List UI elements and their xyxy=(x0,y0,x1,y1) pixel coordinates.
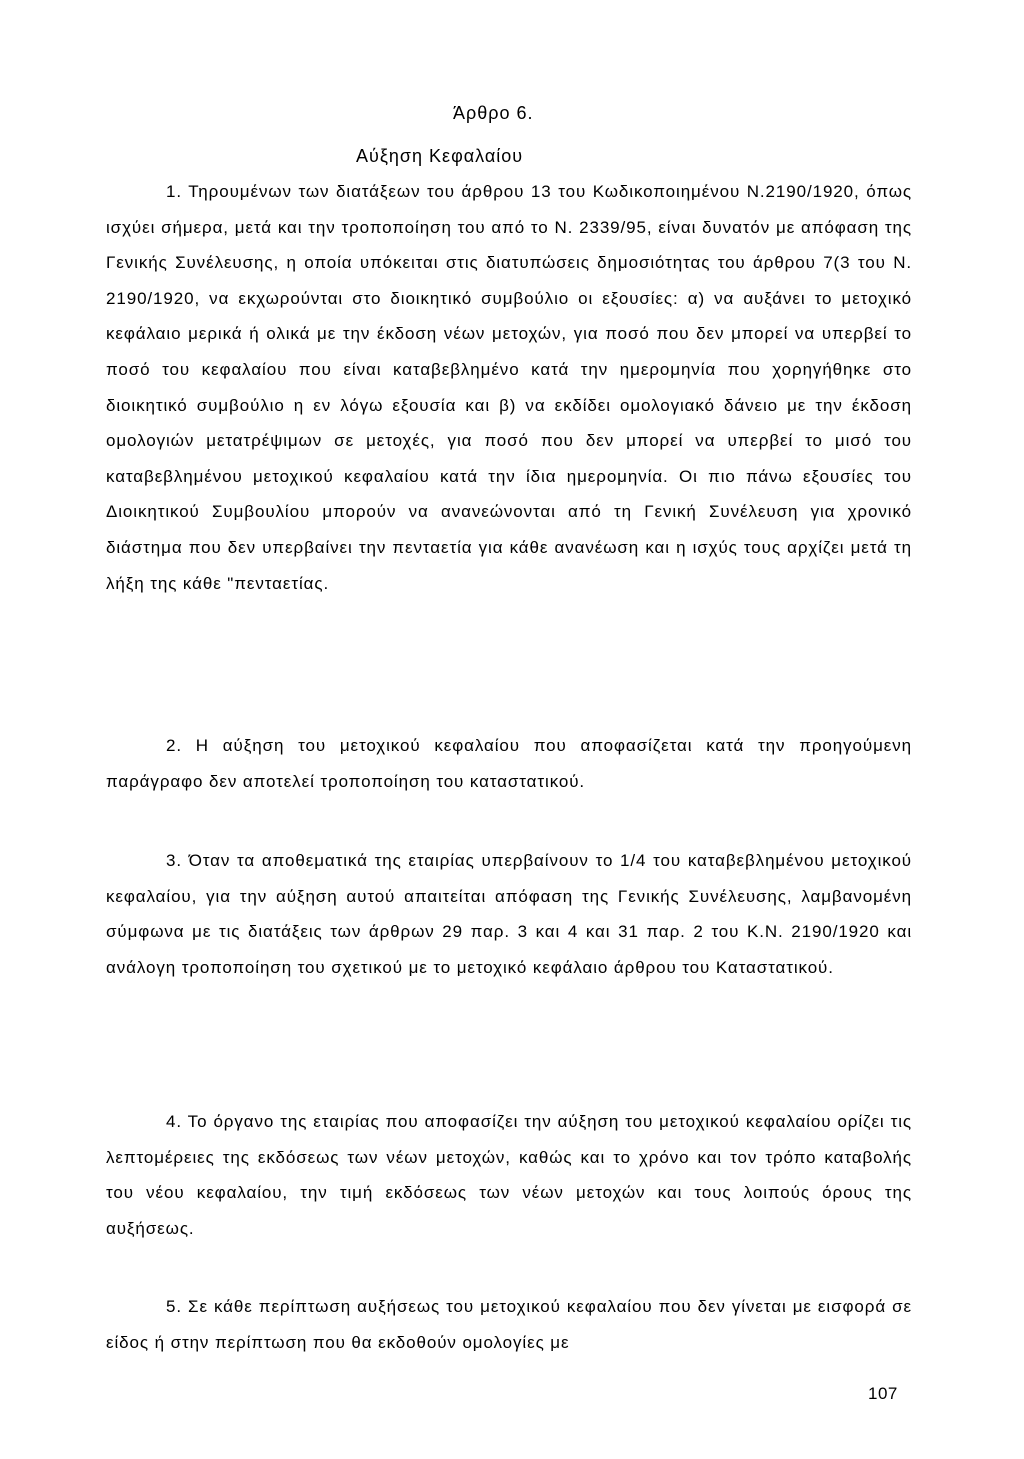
paragraph-4: 4. Το όργανο της εταιρίας που αποφασίζει την αύξηση του μετοχικού κεφαλαίου ορίζει τις λεπτομέρειες της εκδόσεως των νέων μετοχών, καθώς και το χρόνο και τον τρόπο καταβολής του νέου κεφαλαίου, την τιμή εκδόσεως των νέων μετοχών και τους λοιπούς όρους της αυξήσεως. xyxy=(106,1112,912,1238)
page-number: 107 xyxy=(868,1384,898,1403)
paragraph-3: 3. Όταν τα αποθεματικά της εταιρίας υπερβαίνουν το 1/4 του καταβεβλημένου μετοχικού κεφαλαίου, για την αύξηση αυτού απαιτείται απόφαση της Γενικής Συνέλευσης, λαμβανομένη σύμφωνα με τις διατάξεις των άρθρων 29 παρ. 3 και 4 και 31 παρ. 2 του Κ.Ν. 2190/1920 και ανάλογη τροποποίηση του σχετικού με το μετοχικό κεφάλαιο άρθρου του Καταστατικού. xyxy=(106,851,912,977)
article-title: Άρθρο 6. xyxy=(453,103,534,123)
paragraph-5: 5. Σε κάθε περίπτωση αυξήσεως του μετοχικού κεφαλαίου που δεν γίνεται με εισφορά σε είδος ή στην περίπτωση που θα εκδοθούν ομολογίες με xyxy=(106,1297,912,1352)
paragraph-2: 2. Η αύξηση του μετοχικού κεφαλαίου που αποφασίζεται κατά την προηγούμενη παράγραφο δεν αποτελεί τροποποίηση του καταστατικού. xyxy=(106,736,912,791)
paragraph-1: 1. Τηρουμένων των διατάξεων του άρθρου 13 του Κωδικοποιημένου Ν.2190/1920, όπως ισχύει σήμερα, μετά και την τροποποίηση του από το Ν. 2339/95, είναι δυνατόν με απόφαση της Γενικής Συνέλευσης, η οποία υπόκειται στις διατυπώσεις δημοσιότητας του άρθρου 7(3 του Ν. 2190/1920, να εκχωρούνται στο διοικητικό συμβούλιο οι εξουσίες: α) να αυξάνει το μετοχικό κεφάλαιο μερικά ή ολικά με την έκδοση νέων μετοχών, για ποσό που δεν μπορεί να υπερβεί το ποσό του κεφαλαίου που είναι καταβεβλημένο κατά την ημερομηνία που χορηγήθηκε στο διοικητικό συμβούλιο η εν λόγω εξουσία και β) να εκδίδει ομολογιακό δάνειο με την έκδοση ομολογιών μετατρέψιμων σε μετοχές, για ποσό που δεν μπορεί να υπερβεί το μισό του καταβεβλημένου μετοχικού κεφαλαίου κατά την ίδια ημερομηνία. Οι πιο πάνω εξουσίες του Διοικητικού Συμβουλίου μπορούν να ανανεώνονται από τη Γενική Συνέλευση για χρονικό διάστημα που δεν υπερβαίνει την πενταετία για κάθε ανανέωση και η ισχύς τους αρχίζει μετά τη λήξη της κάθε "πενταετίας. xyxy=(106,182,912,593)
chapter-title: Αύξηση Κεφαλαίου xyxy=(356,146,524,166)
